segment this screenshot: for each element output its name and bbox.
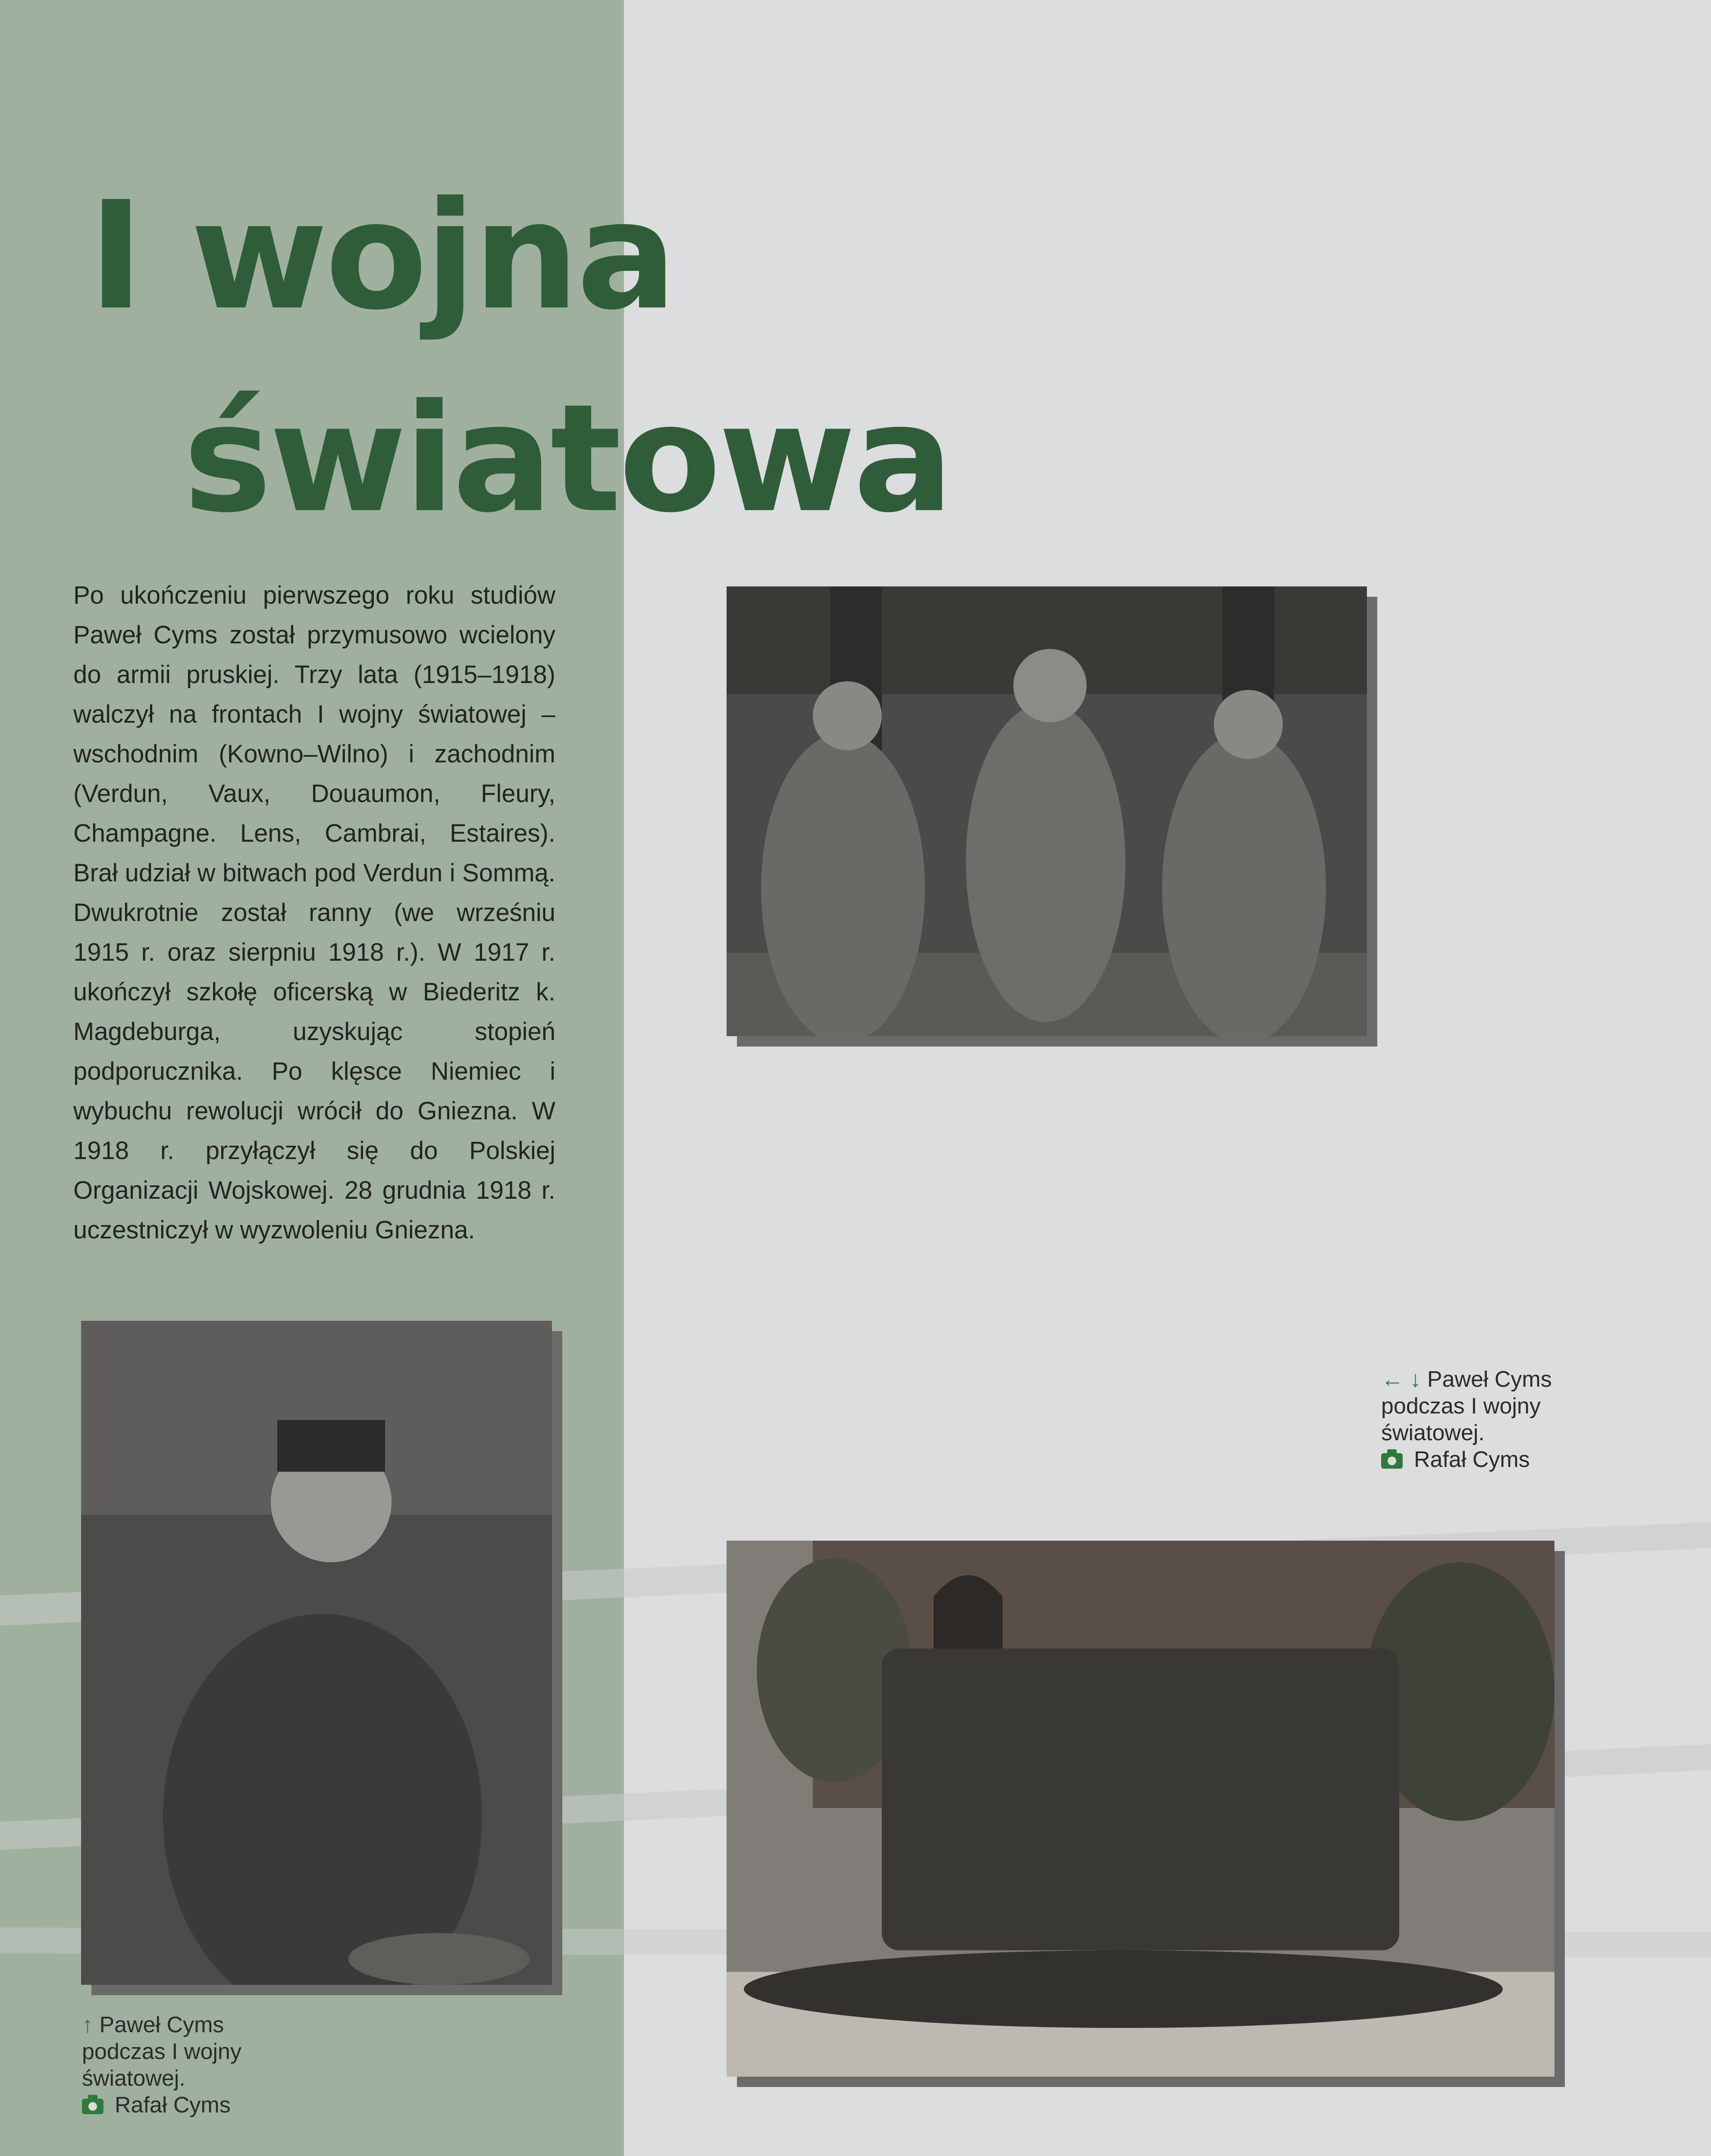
photo-three-soldiers <box>727 586 1367 1036</box>
photo-credit: Rafał Cyms <box>1414 1447 1530 1472</box>
caption-line-1: Paweł Cyms <box>1427 1367 1552 1392</box>
photo-soldier-portrait <box>81 1321 552 1985</box>
caption-top-right <box>1381 1366 1552 1473</box>
caption-line-3: światowej. <box>82 2066 185 2091</box>
caption-line-2: podczas I wojny <box>82 2039 241 2064</box>
photo-credit: Rafał Cyms <box>115 2093 231 2118</box>
camera-icon <box>1381 1453 1403 1469</box>
camera-icon <box>82 2099 103 2114</box>
caption-line-2: podczas I wojny <box>1381 1394 1541 1419</box>
title-line-1: I wojna <box>88 170 674 343</box>
page-title <box>88 155 951 561</box>
caption-left <box>82 2012 241 2118</box>
photo-group-soldiers <box>727 1541 1554 2077</box>
caption-line-1: Paweł Cyms <box>99 2012 224 2037</box>
caption-line-3: światowej. <box>1381 1420 1485 1445</box>
title-line-2: światowa <box>183 373 951 545</box>
arrow-up-icon: ↑ <box>82 2012 93 2037</box>
arrow-left-down-icon: ← ↓ <box>1381 1367 1421 1392</box>
biography-text: Po ukończeniu pierwszego roku studiów Paweł Cyms został przymusowo wcielony do armii pruskiej. Trzy lata (1915–1918) walczył na frontach I wojny światowej – wschodnim (Kowno–Wilno) i zachodnim (Verdun, Vaux, Douaumon, Fleury, Champagne. Lens, Cambrai, Estaires). Brał udział w bitwach pod Verdun i Sommą. Dwukrotnie został ranny (we wrześniu 1915 r. oraz sierpniu 1918 r.). W 1917 r. ukończył szkołę oficerską w Biederitz k. Magdeburga, uzyskując stopień podporucznika. Po klęsce Niemiec i wybuchu rewolucji wrócił do Gniezna. W 1918 r. przyłączył się do Polskiej Organizacji Wojskowej. 28 grudnia 1918 r. uczestniczył w wyzwoleniu Gniezna. <box>73 581 555 1244</box>
